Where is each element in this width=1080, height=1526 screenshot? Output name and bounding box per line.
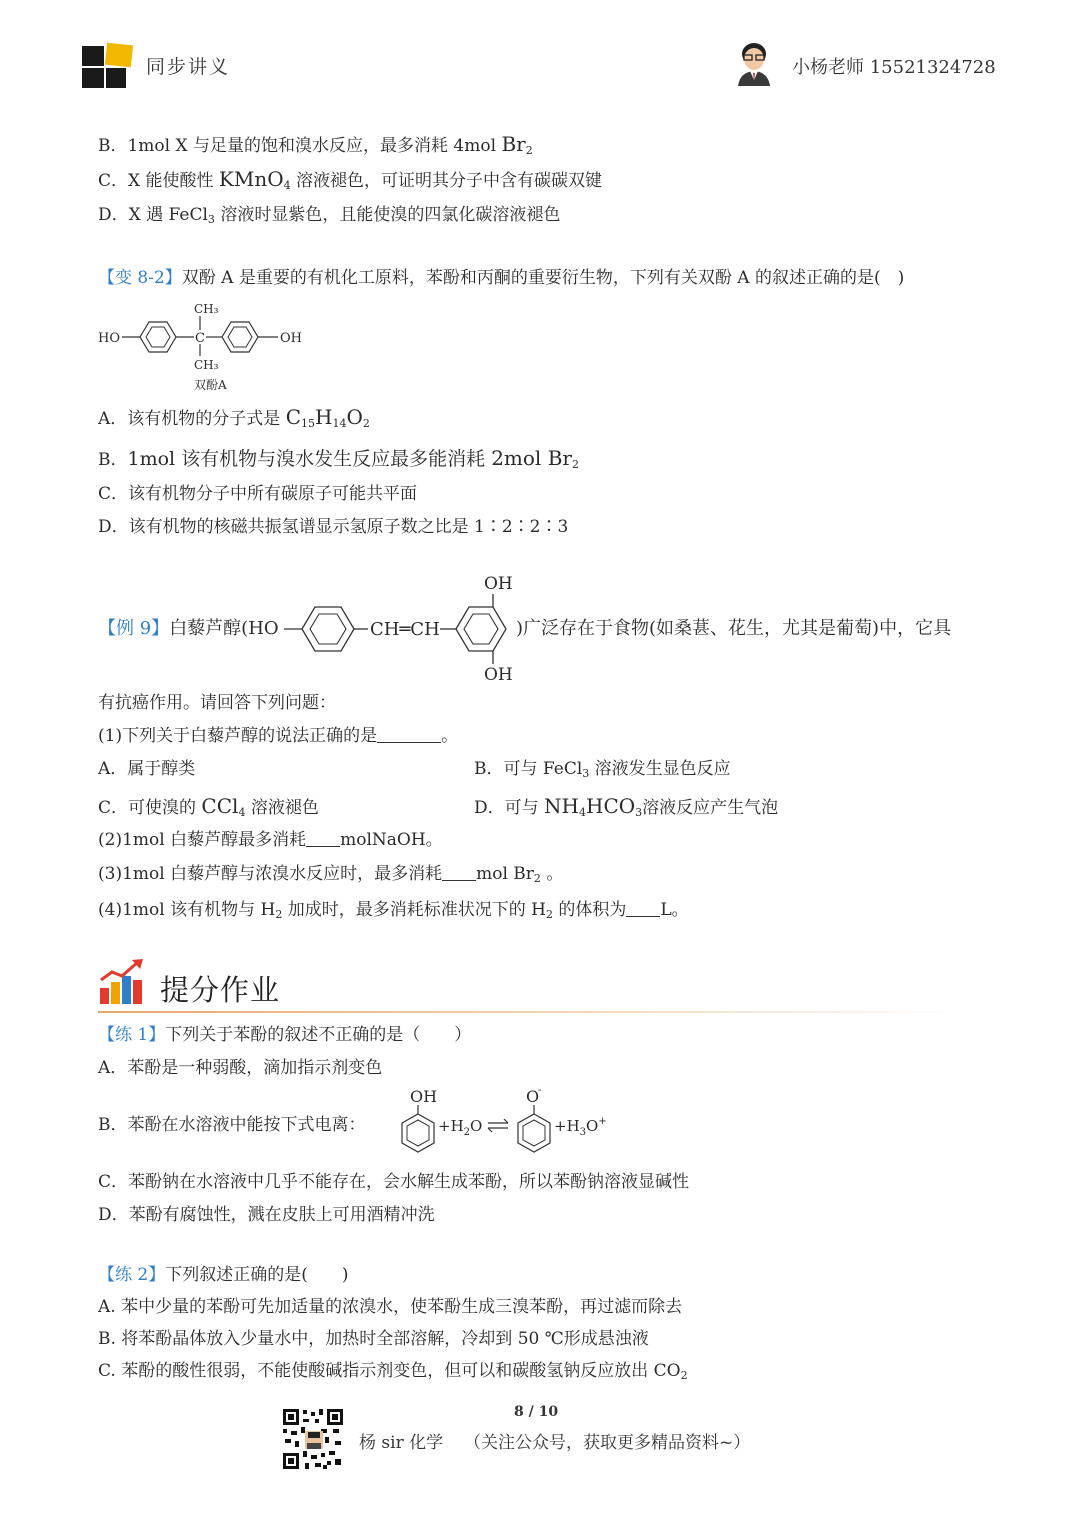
prev-option-d: D．X 遇 FeCl$_3$ 溶液时显紫色，且能使溴的四氯化碳溶液褪色 [98, 205, 561, 226]
q9-option-d: D．可与 $NH_4HCO_3$溶液反应产生气泡 [474, 794, 779, 819]
answer-blank[interactable] [442, 866, 476, 881]
q9-part4: (4)1mol 该有机物与 $H_2$ 加成时，最多消耗标准状况下的 $H_2$ 的体积为 L。 [98, 900, 689, 921]
svg-text:HO: HO [98, 331, 120, 346]
q9-option-c: C．可使溴的 CCl$_4$ 溶液褪色 [98, 794, 319, 819]
resveratrol-structure [284, 570, 520, 684]
prev-option-c: C．X 能使酸性 KMnO$_4$ 溶液褪色，可证明其分子中含有碳碳双键 [98, 167, 603, 192]
q82-option-c: C．该有机物分子中所有碳原子可能共平面 [98, 484, 418, 504]
phenol-ionization-equation [394, 1082, 614, 1164]
q9-option-a: A．属于醇类 [98, 759, 196, 779]
lian1-stem: 【练 1】下列关于苯酚的叙述不正确的是（ ） [98, 1025, 472, 1045]
header-title: 同步讲义 [146, 56, 231, 78]
lian2-stem: 【练 2】下列叙述正确的是( ) [98, 1265, 349, 1285]
q82-option-b: B．1mol 该有机物与溴水发生反应最多能消耗 2mol $Br_2$ [98, 446, 579, 471]
q9-option-b: B．可与 FeCl$_3$ 溶液发生显色反应 [474, 759, 731, 780]
footer-note: （关注公众号，获取更多精品资料~） [464, 1433, 751, 1453]
svg-text:OH: OH [484, 574, 513, 594]
q82-option-d: D．该有机物的核磁共振氢谱显示氢原子数之比是 1∶2∶2∶3 [98, 517, 569, 537]
section-title: 提分作业 [160, 973, 281, 1007]
lian1-option-c: C．苯酚钠在水溶液中几乎不能存在，会水解生成苯酚，所以苯酚钠溶液显碱性 [98, 1172, 690, 1192]
svg-text:OH: OH [280, 331, 302, 346]
svg-text:O: O [526, 1087, 540, 1106]
footer-brand: 杨 sir 化学 [359, 1433, 444, 1453]
q82-tag: 【变 8-2】 [98, 268, 182, 288]
q9-part3: (3)1mol 白藜芦醇与浓溴水反应时，最多消耗 mol $Br_2$ 。 [98, 864, 564, 885]
answer-blank[interactable] [377, 728, 441, 743]
page-number: 8 / 10 [514, 1404, 559, 1420]
svg-text:双酚A: 双酚A [194, 378, 227, 392]
lian1-tag: 【练 1】 [98, 1025, 166, 1045]
q82-option-a: A．该有机物的分子式是 $C_{15}H_{14}O_2$ [98, 405, 370, 430]
q9-stem-pre: 【例 9】白藜芦醇(HO [98, 618, 279, 639]
lian2-option-c: C. 苯酚的酸性很弱，不能使酸碱指示剂变色，但可以和碳酸氢钠反应放出 $CO_2$ [98, 1361, 688, 1382]
qr-code [281, 1407, 345, 1471]
svg-text:+H2O: $+H_2O$ [438, 1117, 483, 1138]
lian1-option-a: A．苯酚是一种弱酸，滴加指示剂变色 [98, 1058, 383, 1078]
lian2-option-a: A. 苯中少量的苯酚可先加适量的浓溴水，使苯酚生成三溴苯酚，再过滤而除去 [98, 1297, 683, 1317]
q82-stem: 【变 8-2】双酚 A 是重要的有机化工原料，苯酚和丙酮的重要衍生物，下列有关双酚 A 的叙述正确的是( ) [98, 268, 905, 288]
svg-text:CH═CH: CH═CH [370, 619, 440, 640]
lian2-option-b: B. 将苯酚晶体放入少量水中，加热时全部溶解，冷却到 50 ℃形成悬浊液 [98, 1329, 649, 1349]
svg-text:CH₃: CH₃ [194, 358, 219, 372]
answer-blank[interactable] [306, 832, 340, 847]
q9-tag: 【例 9】 [98, 618, 170, 639]
svg-text:C: C [195, 331, 205, 346]
lian2-tag: 【练 2】 [98, 1265, 166, 1285]
header-teacher: 小杨老师 15521324728 [792, 57, 996, 78]
q9-part1: (1)下列关于白藜芦醇的说法正确的是 。 [98, 726, 459, 746]
q9-part2: (2)1mol 白藜芦醇最多消耗 molNaOH。 [98, 830, 443, 850]
svg-text:-: - [538, 1085, 542, 1096]
lian1-option-d: D．苯酚有腐蚀性，溅在皮肤上可用酒精冲洗 [98, 1205, 435, 1225]
lian1-option-b: B．苯酚在水溶液中能按下式电离： [98, 1115, 366, 1135]
svg-text:OH: OH [410, 1087, 438, 1106]
chart-growth-icon [98, 958, 148, 1006]
prev-option-b: B．1mol X 与足量的饱和溴水反应，最多消耗 4mol $Br_2$ [98, 132, 533, 157]
svg-text:OH: OH [484, 665, 513, 684]
q9-stem-post: )广泛存在于食物(如桑葚、花生，尤其是葡萄)中，它具 [516, 618, 952, 639]
bisphenol-a-structure [96, 296, 316, 396]
svg-text:+H3O+: $+H_3O^+$ [554, 1116, 607, 1138]
section-divider [98, 1011, 958, 1013]
q9-stem-line2: 有抗癌作用。请回答下列问题： [98, 693, 336, 713]
svg-text:CH₃: CH₃ [194, 302, 219, 316]
header-logo [80, 42, 136, 90]
avatar [734, 40, 774, 86]
answer-blank[interactable] [626, 902, 660, 917]
